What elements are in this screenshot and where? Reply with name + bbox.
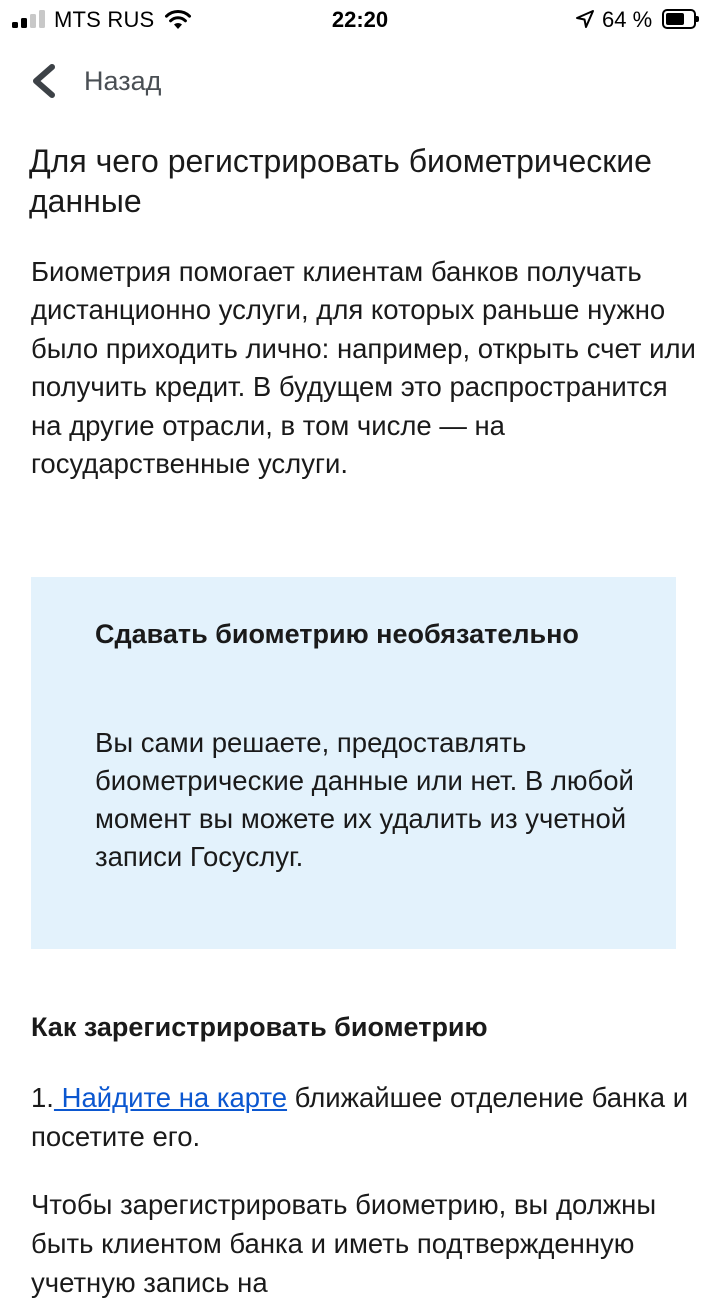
info-box [31,577,676,949]
requirements-note: Чтобы зарегистрировать биометрию, вы должны быть клиентом банка и иметь подтвержденную учетную запись на [31,1189,657,1298]
step-number: 1. [31,1082,54,1113]
clock: 22:20 [331,7,389,32]
chevron-left-icon [28,63,58,99]
battery-percent: 64 % [602,7,653,32]
back-button[interactable] [28,58,161,104]
battery-icon [662,9,698,29]
find-on-map-link[interactable]: Найдите на карте [53,1082,288,1113]
back-label: Назад [84,65,162,96]
carrier-name: MTS RUS [54,7,155,32]
page-title: Для чего регистрировать биометрические данные [29,143,652,219]
step-1 [31,1078,696,1156]
status-bar [0,0,720,40]
section-title: Как зарегистрировать биометрию [31,1012,488,1042]
info-box-title: Сдавать биометрию необязательно [95,619,579,649]
step-1-text: ближайшее отделение банка и посетите его. [31,1082,689,1152]
info-box-text: Вы сами решаете, предоставлять биометрические данные или нет. В любой момент вы можете их удалить из учетной записи Госуслуг. [95,727,634,872]
location-arrow-icon [575,9,595,29]
intro-paragraph: Биометрия помогает клиентам банков получать дистанционно услуги, для которых раньше нужно было приходить лично: например, открыть счет или получить кредит. В будущем это распространится на другие отрасли, в том числе — на государственные услуги. [31,256,696,480]
